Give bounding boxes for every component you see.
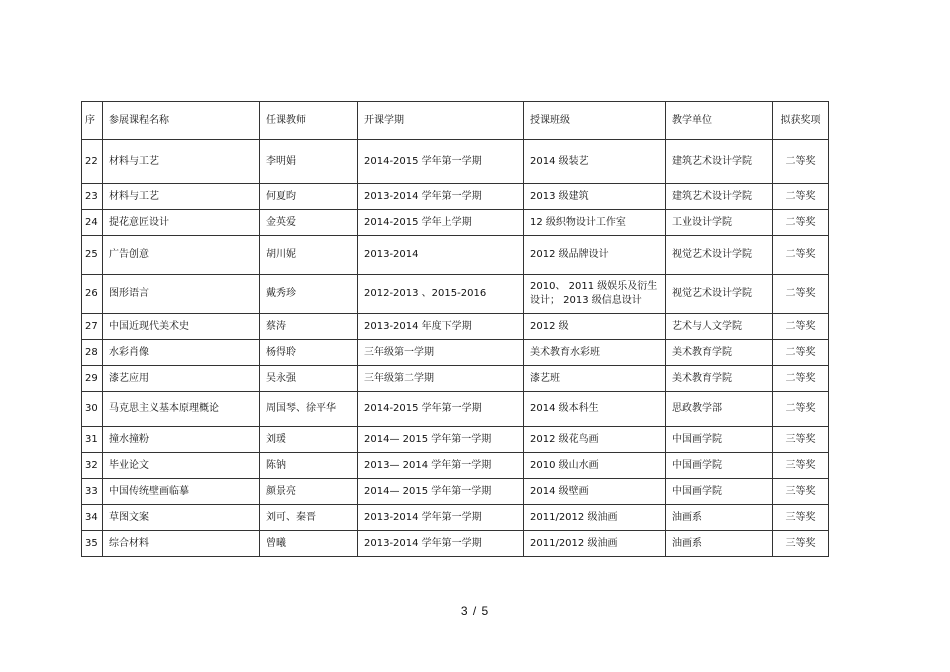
table-cell-course: 草图文案 <box>103 505 260 531</box>
table-cell-no: 31 <box>82 427 103 453</box>
awards-table <box>81 101 829 557</box>
table-row <box>82 479 829 505</box>
table-cell-no: 29 <box>82 366 103 392</box>
table-cell-unit: 工业设计学院 <box>666 210 773 236</box>
table-cell-unit: 油画系 <box>666 531 773 557</box>
table-cell-no: 24 <box>82 210 103 236</box>
table-cell-term: 2012-2013 、2015-2016 <box>358 275 524 314</box>
table-row <box>82 184 829 210</box>
table-cell-unit: 建筑艺术设计学院 <box>666 140 773 184</box>
header-no: 序 <box>82 102 103 140</box>
table-cell-award: 二等奖 <box>773 236 829 275</box>
table-cell-teacher: 金英爱 <box>260 210 358 236</box>
table-cell-award: 三等奖 <box>773 453 829 479</box>
table-cell-course: 中国近现代美术史 <box>103 314 260 340</box>
table-cell-teacher: 胡川妮 <box>260 236 358 275</box>
table-cell-no: 23 <box>82 184 103 210</box>
header-class: 授课班级 <box>524 102 666 140</box>
table-cell-term: 2014-2015 学年上学期 <box>358 210 524 236</box>
table-cell-class: 2010 级山水画 <box>524 453 666 479</box>
table-cell-course: 马克思主义基本原理概论 <box>103 392 260 427</box>
table-cell-class: 2011/2012 级油画 <box>524 505 666 531</box>
table-cell-unit: 中国画学院 <box>666 479 773 505</box>
table-cell-unit: 中国画学院 <box>666 453 773 479</box>
table-header-row <box>82 102 829 140</box>
table-cell-teacher: 曾曦 <box>260 531 358 557</box>
table-cell-course: 撞水撞粉 <box>103 427 260 453</box>
table-cell-no: 28 <box>82 340 103 366</box>
table-cell-class: 2012 级品牌设计 <box>524 236 666 275</box>
table-cell-unit: 视觉艺术设计学院 <box>666 236 773 275</box>
table-cell-term: 2014-2015 学年第一学期 <box>358 140 524 184</box>
table-cell-teacher: 刘可、秦晋 <box>260 505 358 531</box>
table-cell-award: 二等奖 <box>773 140 829 184</box>
table-cell-unit: 美术教育学院 <box>666 366 773 392</box>
table-cell-teacher: 杨得聆 <box>260 340 358 366</box>
table-cell-unit: 中国画学院 <box>666 427 773 453</box>
table-cell-term: 三年级第一学期 <box>358 340 524 366</box>
table-cell-class: 2014 级壁画 <box>524 479 666 505</box>
table-cell-no: 27 <box>82 314 103 340</box>
table-cell-course: 中国传统壁画临摹 <box>103 479 260 505</box>
table-cell-award: 二等奖 <box>773 184 829 210</box>
table-cell-class: 2012 级 <box>524 314 666 340</box>
table-cell-no: 30 <box>82 392 103 427</box>
table-cell-course: 材料与工艺 <box>103 140 260 184</box>
table-cell-term: 2013-2014 <box>358 236 524 275</box>
table-cell-course: 漆艺应用 <box>103 366 260 392</box>
table-cell-class: 12 级织物设计工作室 <box>524 210 666 236</box>
table-row <box>82 314 829 340</box>
table-cell-no: 26 <box>82 275 103 314</box>
table-cell-course: 材料与工艺 <box>103 184 260 210</box>
table-cell-course: 广告创意 <box>103 236 260 275</box>
table-cell-term: 2013-2014 年度下学期 <box>358 314 524 340</box>
table-cell-award: 三等奖 <box>773 427 829 453</box>
table-cell-course: 水彩肖像 <box>103 340 260 366</box>
table-cell-class: 2010、 2011 级娱乐及衍生设计； 2013 级信息设计 <box>524 275 666 314</box>
table-row <box>82 236 829 275</box>
table-cell-unit: 美术教育学院 <box>666 340 773 366</box>
table-cell-teacher: 陈钠 <box>260 453 358 479</box>
table-cell-teacher: 周国琴、徐平华 <box>260 392 358 427</box>
table-cell-unit: 油画系 <box>666 505 773 531</box>
table-cell-award: 二等奖 <box>773 366 829 392</box>
table-cell-unit: 建筑艺术设计学院 <box>666 184 773 210</box>
table-cell-award: 三等奖 <box>773 505 829 531</box>
table-cell-term: 三年级第二学期 <box>358 366 524 392</box>
table-row <box>82 366 829 392</box>
header-course: 参展课程名称 <box>103 102 260 140</box>
table-row <box>82 340 829 366</box>
table-cell-term: 2013-2014 学年第一学期 <box>358 505 524 531</box>
table-cell-unit: 艺术与人文学院 <box>666 314 773 340</box>
table-cell-term: 2014— 2015 学年第一学期 <box>358 479 524 505</box>
table-cell-award: 三等奖 <box>773 479 829 505</box>
page-indicator: 3 / 5 <box>460 604 490 618</box>
table-row <box>82 210 829 236</box>
header-unit: 教学单位 <box>666 102 773 140</box>
table-cell-class: 美术教育水彩班 <box>524 340 666 366</box>
table-cell-teacher: 蔡涛 <box>260 314 358 340</box>
table-cell-term: 2013— 2014 学年第一学期 <box>358 453 524 479</box>
table-row <box>82 392 829 427</box>
table-cell-teacher: 戴秀珍 <box>260 275 358 314</box>
table-cell-course: 毕业论文 <box>103 453 260 479</box>
table-cell-term: 2014— 2015 学年第一学期 <box>358 427 524 453</box>
table-cell-class: 2014 级本科生 <box>524 392 666 427</box>
table-cell-award: 二等奖 <box>773 210 829 236</box>
table-row <box>82 531 829 557</box>
table-cell-no: 34 <box>82 505 103 531</box>
table-cell-course: 提花意匠设计 <box>103 210 260 236</box>
table-row <box>82 505 829 531</box>
table-cell-unit: 视觉艺术设计学院 <box>666 275 773 314</box>
table-cell-course: 图形语言 <box>103 275 260 314</box>
table-cell-no: 35 <box>82 531 103 557</box>
table-cell-teacher: 颜景亮 <box>260 479 358 505</box>
table-cell-no: 25 <box>82 236 103 275</box>
table-cell-award: 三等奖 <box>773 531 829 557</box>
header-teacher: 任课教师 <box>260 102 358 140</box>
table-row <box>82 453 829 479</box>
header-award: 拟获奖项 <box>773 102 829 140</box>
table-cell-unit: 思政教学部 <box>666 392 773 427</box>
table-cell-class: 漆艺班 <box>524 366 666 392</box>
header-term: 开课学期 <box>358 102 524 140</box>
table-cell-teacher: 李明娟 <box>260 140 358 184</box>
table-cell-no: 22 <box>82 140 103 184</box>
table-cell-teacher: 何夏昀 <box>260 184 358 210</box>
table-row <box>82 427 829 453</box>
table-cell-course: 综合材料 <box>103 531 260 557</box>
table-cell-teacher: 吴永强 <box>260 366 358 392</box>
table-cell-term: 2014-2015 学年第一学期 <box>358 392 524 427</box>
table-cell-class: 2014 级装艺 <box>524 140 666 184</box>
table-cell-no: 32 <box>82 453 103 479</box>
table-cell-award: 二等奖 <box>773 340 829 366</box>
table-cell-term: 2013-2014 学年第一学期 <box>358 531 524 557</box>
table-cell-no: 33 <box>82 479 103 505</box>
table-row <box>82 140 829 184</box>
table-cell-award: 二等奖 <box>773 392 829 427</box>
table-row <box>82 275 829 314</box>
table-cell-class: 2011/2012 级油画 <box>524 531 666 557</box>
table-cell-award: 二等奖 <box>773 314 829 340</box>
table-cell-award: 二等奖 <box>773 275 829 314</box>
table-cell-term: 2013-2014 学年第一学期 <box>358 184 524 210</box>
table-cell-teacher: 刘瑗 <box>260 427 358 453</box>
table-cell-class: 2012 级花鸟画 <box>524 427 666 453</box>
table-cell-class: 2013 级建筑 <box>524 184 666 210</box>
